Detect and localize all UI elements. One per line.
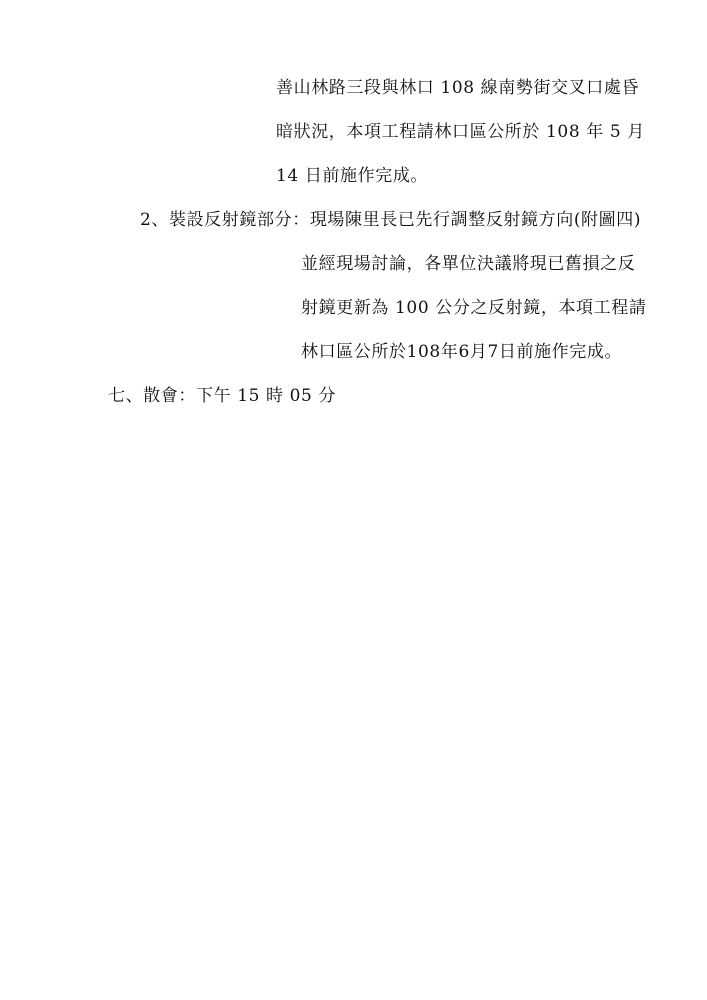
text-line-1: 善山林路三段與林口 108 線南勢街交叉口處昏 [276,78,640,98]
text-line-6: 射鏡更新為 100 公分之反射鏡，本項工程請 [301,298,647,318]
text-line-2: 暗狀況，本項工程請林口區公所於 108 年 5 月 [276,122,645,142]
text-line-3: 14 日前施作完成。 [276,166,429,186]
item-2-mirror-section: 2、裝設反射鏡部分：現場陳里長已先行調整反射鏡方向(附圖四) [140,210,642,230]
text-line-5: 並經現場討論，各單位決議將現已舊損之反 [301,254,636,274]
adjournment-line: 七、散會：下午 15 時 05 分 [108,386,337,406]
text-line-7: 林口區公所於108年6月7日前施作完成。 [301,342,623,362]
